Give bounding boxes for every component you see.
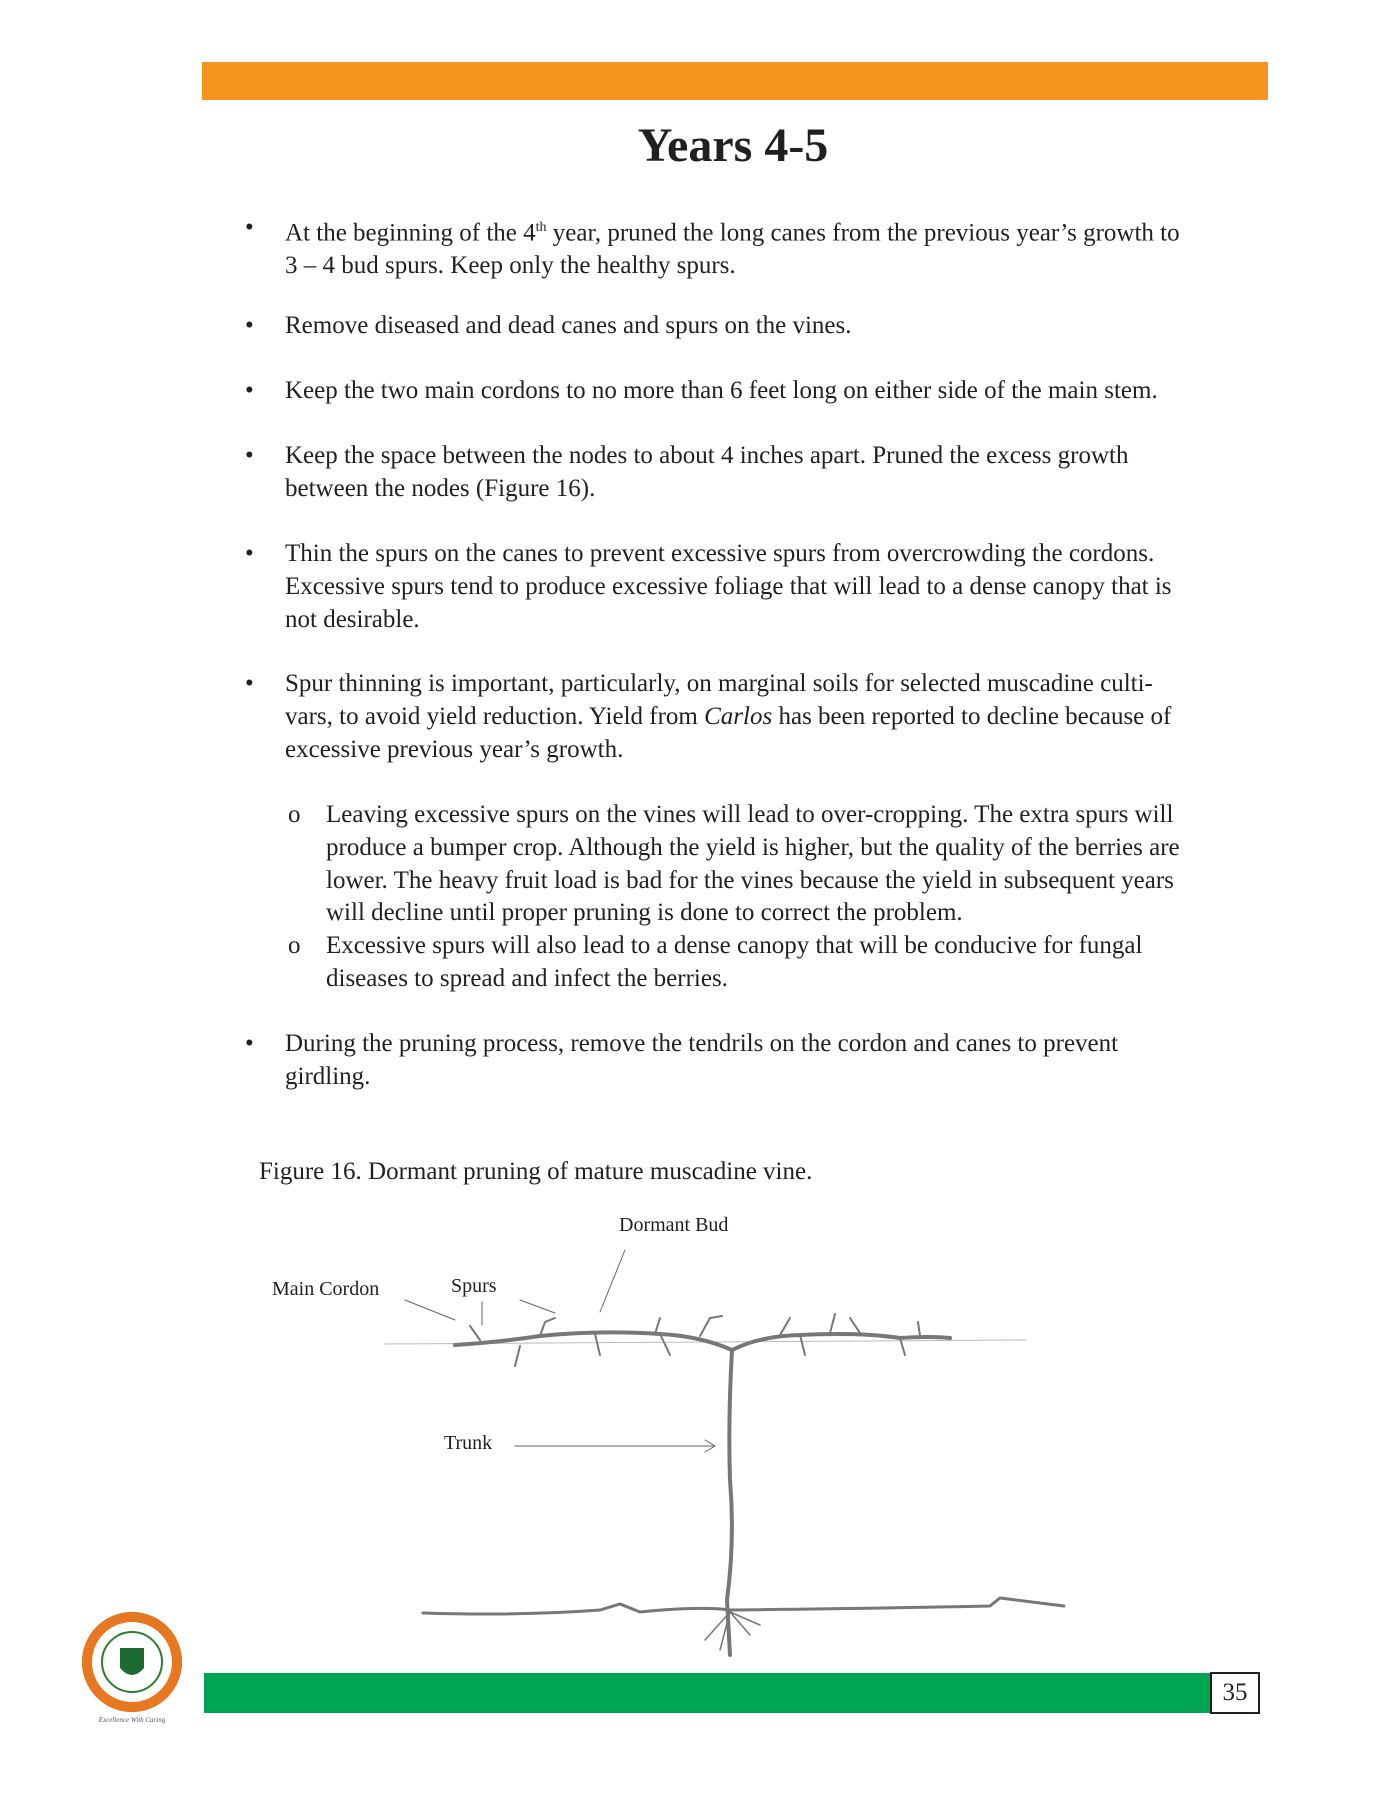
svg-text:Excellence With Caring: Excellence With Caring	[98, 1716, 166, 1724]
figure-caption: Figure 16. Dormant pruning of mature muscadine vine.	[259, 1158, 813, 1185]
university-seal-logo	[72, 1610, 192, 1725]
label-spurs: Spurs	[451, 1275, 497, 1297]
bullet-2: • Remove diseased and dead canes and spurs on the vines.	[245, 312, 852, 339]
sub-bullet-2: o Excessive spurs will also lead to a dense canopy that will be conducive for fungal diseases to spread and infect the berries.	[288, 932, 1143, 992]
bullet-5: • Thin the spurs on the canes to prevent excessive spurs from overcrowding the cordons. Excessive spurs tend to produce excessive foliage that will lead to a dense canopy that is not desirable.	[245, 540, 1172, 633]
bullet-3: • Keep the two main cordons to no more than 6 feet long on either side of the main stem.	[245, 377, 1158, 404]
sub-bullet-1: o Leaving excessive spurs on the vines will lead to over-cropping. The extra spurs will produce a bumper crop. Although the yield is higher, but the quality of the berries are lower. The heavy fruit load is bad for the vines because the yield in subsequent years will decline until proper pruning is done to correct the problem.	[288, 801, 1180, 927]
bullet-7: • During the pruning process, remove the tendrils on the cordon and canes to prevent girdling.	[245, 1030, 1119, 1090]
roots	[705, 1612, 760, 1650]
bullet-6: • Spur thinning is important, particularly, on marginal soils for selected muscadine culti- vars, to avoid yield reduction. Yield from Carlos has been reported to decline because of excessive previous year’s growth.	[245, 670, 1172, 763]
label-main-cordon: Main Cordon	[272, 1278, 380, 1300]
label-trunk: Trunk	[444, 1432, 493, 1454]
label-dormant-bud: Dormant Bud	[619, 1214, 729, 1236]
footer-green-bar	[204, 1673, 1210, 1713]
bullet-1: • At the beginning of the 4th year, pruned the long canes from the previous year’s growth to 3 – 4 bud spurs. Keep only the healthy spurs.	[245, 214, 1180, 280]
bullet-4: • Keep the space between the nodes to about 4 inches apart. Pruned the excess growth between the nodes (Figure 16).	[245, 442, 1129, 502]
page-number: 35	[1210, 1672, 1260, 1714]
page-title: Years 4-5	[637, 119, 829, 172]
ground-line	[423, 1598, 1064, 1614]
